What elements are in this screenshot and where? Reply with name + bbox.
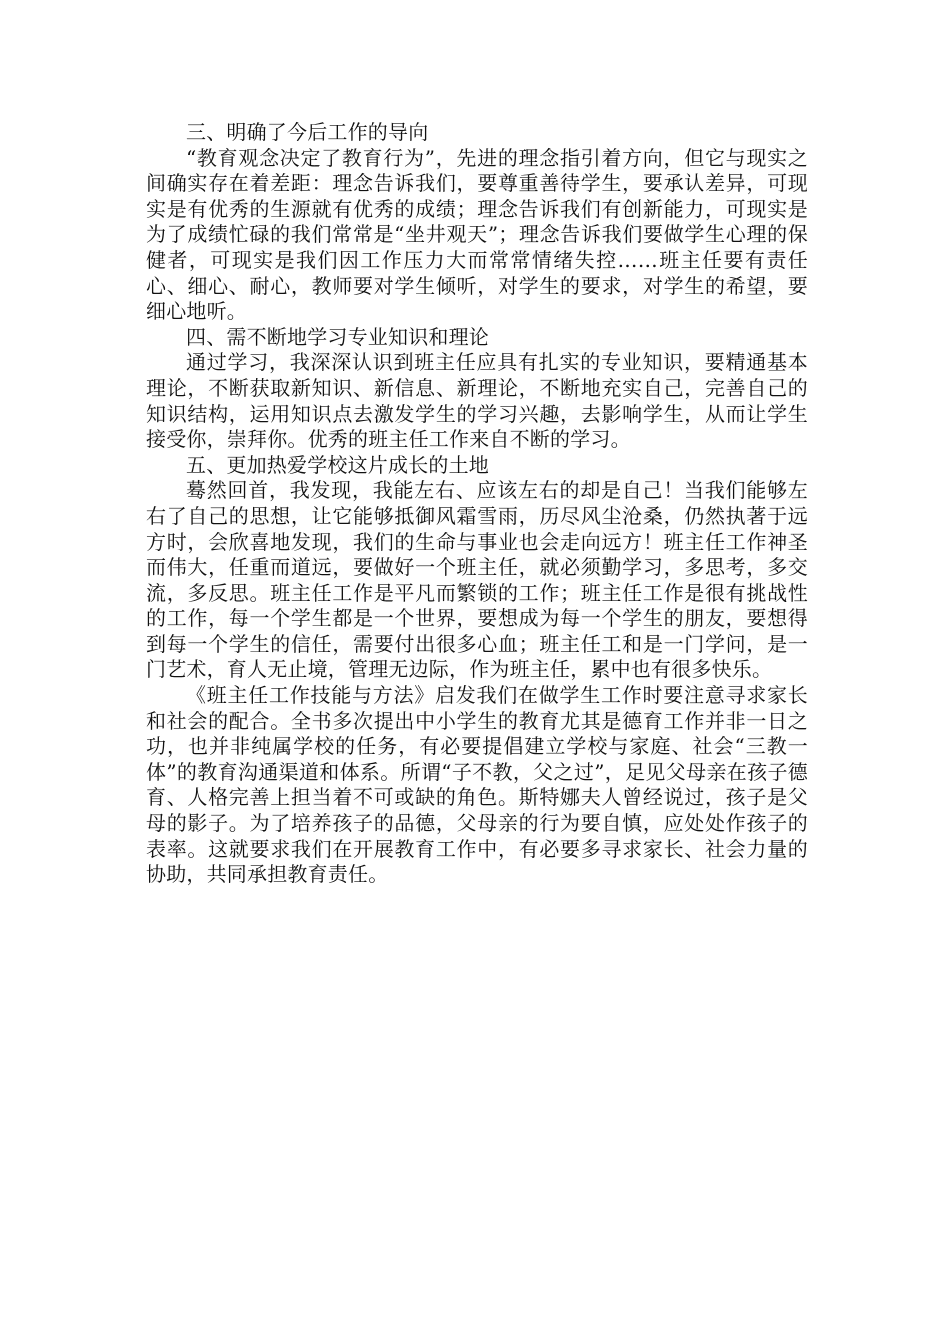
paragraph: “教育观念决定了教育行为”，先进的理念指引着方向，但它与现实之间确实存在着差距：理念告诉我们，要尊重善待学生，要承认差异，可现实是有优秀的生源就有优秀的成绩；理念告诉我们有创新能力，可现实是为了成绩忙碌的我们常常是“坐井观天”；理念告诉我们要做学生心理的保健者，可现实是我们因工作压力大而常常情绪失控……班主任要有责任心、细心、耐心，教师要对学生倾听，对学生的要求，对学生的希望，要细心地听。 <box>146 145 808 324</box>
section-heading-5: 五、更加热爱学校这片成长的土地 <box>186 452 489 477</box>
paragraph: 通过学习，我深深认识到班主任应具有扎实的专业知识，要精通基本理论，不断获取新知识、新信息、新理论，不断地充实自己，完善自己的知识结构，运用知识点去激发学生的学习兴趣，去影响学生，从而让学生接受你，崇拜你。优秀的班主任工作来自不断的学习。 <box>146 350 808 452</box>
paragraph: 《班主任工作技能与方法》启发我们在做学生工作时要注意寻求家长和社会的配合。全书多次提出中小学生的教育尤其是德育工作并非一日之功，也并非纯属学校的任务，有必要提倡建立学校与家庭、社会“三教一体”的教育沟通渠道和体系。所谓“子不教，父之过”，足见父母亲在孩子德育、人格完善上担当着不可或缺的角色。斯特娜夫人曾经说过，孩子是父母的影子。为了培养孩子的品德，父母亲的行为要自慎，应处处作孩子的表率。这就要求我们在开展教育工作中，有必要多寻求家长、社会力量的协助，共同承担教育责任。 <box>146 683 808 887</box>
section-heading-3: 三、明确了今后工作的导向 <box>186 120 429 144</box>
section-heading-4: 四、需不断地学习专业知识和理论 <box>186 324 489 349</box>
document-body <box>146 120 808 888</box>
paragraph: 蓦然回首，我发现，我能左右、应该左右的却是自己！当我们能够左右了自己的思想，让它能够抵御风霜雪雨，历尽风尘沧桑，仍然执著于远方时，会欣喜地发现，我们的生命与事业也会走向远方！班主任工作神圣而伟大，任重而道远，要做好一个班主任，就必须勤学习，多思考，多交流，多反思。班主任工作是平凡而繁锁的工作；班主任工作是很有挑战性的工作，每一个学生都是一个世界，要想成为每一个学生的朋友，要想得到每一个学生的信任，需要付出很多心血；班主任工和是一门学问，是一门艺术，育人无止境，管理无边际，作为班主任，累中也有很多快乐。 <box>146 478 808 682</box>
